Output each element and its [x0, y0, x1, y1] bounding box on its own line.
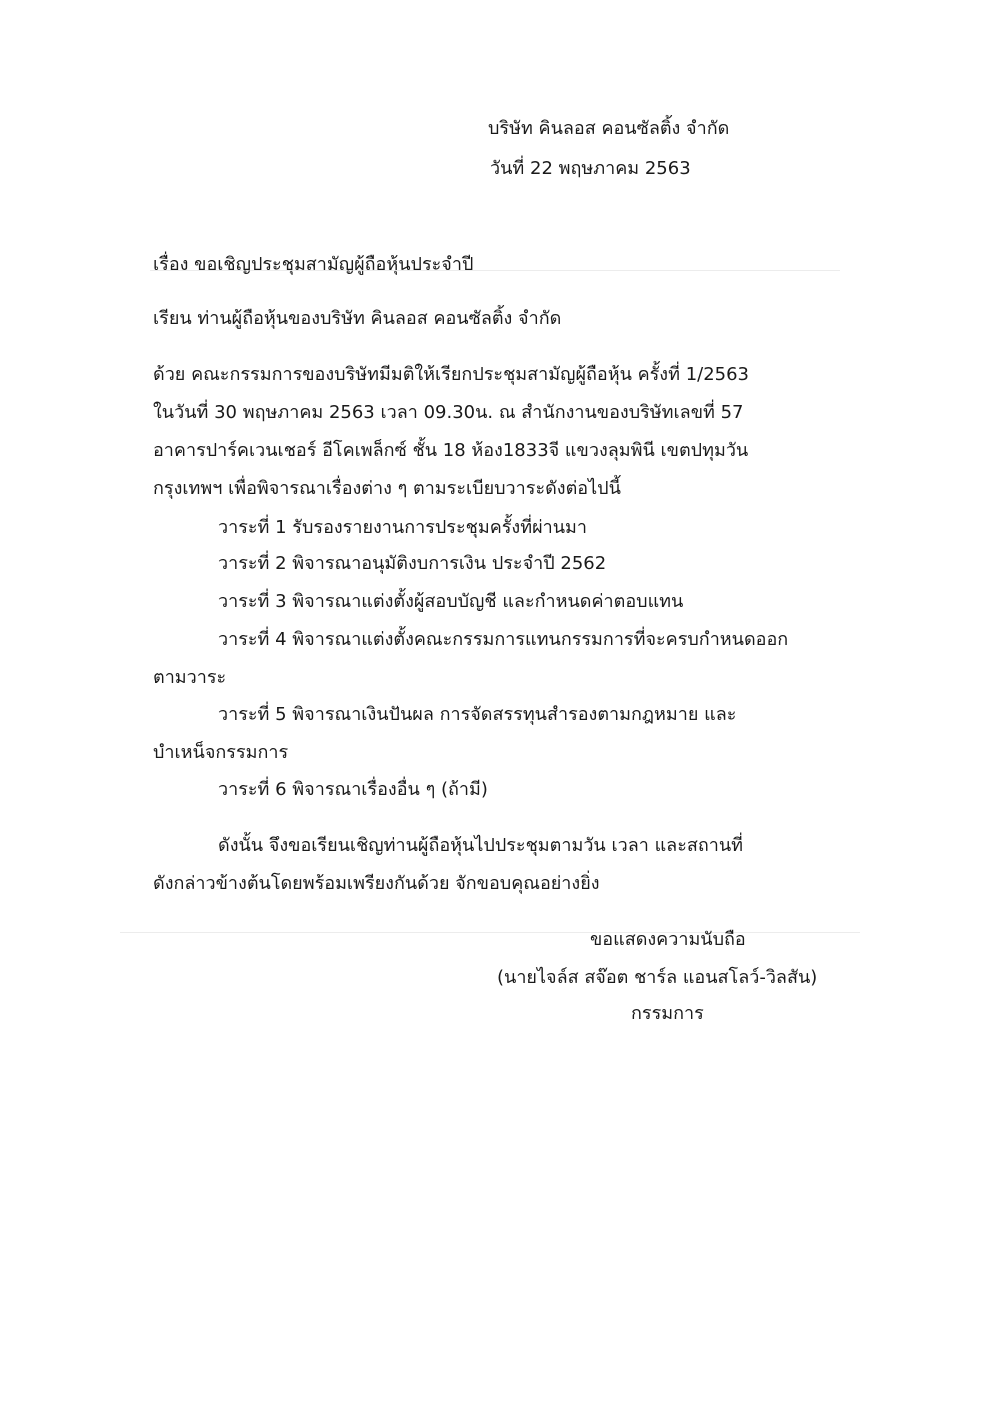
agenda-item-6: วาระที่ 6 พิจารณาเรื่องอื่น ๆ (ถ้ามี) — [218, 779, 488, 800]
closing-line-2: ดังกล่าวข้างต้นโดยพร้อมเพรียงกันด้วย จักขอบคุณอย่างยิ่ง — [153, 873, 600, 894]
intro-line-4: กรุงเทพฯ เพื่อพิจารณาเรื่องต่าง ๆ ตามระเบียบวาระดังต่อไปนี้ — [153, 478, 621, 499]
agenda-item-5: วาระที่ 5 พิจารณาเงินปันผล การจัดสรรทุนสำรองตามกฎหมาย และ — [218, 704, 737, 725]
agenda-item-4: วาระที่ 4 พิจารณาแต่งตั้งคณะกรรมการแทนกรรมการที่จะครบกำหนดออก — [218, 629, 789, 650]
company-name: บริษัท คินลอส คอนซัลติ้ง จำกัด — [488, 118, 730, 139]
intro-line-3: อาคารปาร์คเวนเชอร์ อีโคเพล็กซ์ ชั้น 18 ห้อง1833จี แขวงลุมพินี เขตปทุมวัน — [153, 440, 749, 461]
signatory-title: กรรมการ — [631, 1003, 704, 1024]
recipient-line: เรียน ท่านผู้ถือหุ้นของบริษัท คินลอส คอนซัลติ้ง จำกัด — [153, 308, 562, 329]
signatory-name: (นายไจล์ส สจ๊อต ชาร์ล แอนสโลว์-วิลสัน) — [497, 967, 818, 988]
intro-line-2: ในวันที่ 30 พฤษภาคม 2563 เวลา 09.30น. ณ สำนักงานของบริษัทเลขที่ 57 — [153, 402, 744, 423]
agenda-item-5-continued: บำเหน็จกรรมการ — [153, 742, 289, 763]
scan-artifact-line — [120, 932, 860, 933]
closing-line-1: ดังนั้น จึงขอเรียนเชิญท่านผู้ถือหุ้นไปประชุมตามวัน เวลา และสถานที่ — [218, 835, 744, 856]
signature-salutation: ขอแสดงความนับถือ — [590, 929, 746, 950]
intro-line-1: ด้วย คณะกรรมการของบริษัทมีมติให้เรียกประชุมสามัญผู้ถือหุ้น ครั้งที่ 1/2563 — [153, 364, 750, 385]
subject-line: เรื่อง ขอเชิญประชุมสามัญผู้ถือหุ้นประจำปี — [153, 254, 474, 275]
agenda-item-2: วาระที่ 2 พิจารณาอนุมัติงบการเงิน ประจำปี 2562 — [218, 553, 607, 574]
agenda-item-4-continued: ตามวาระ — [153, 667, 227, 688]
agenda-item-1: วาระที่ 1 รับรองรายงานการประชุมครั้งที่ผ่านมา — [218, 517, 588, 538]
agenda-item-3: วาระที่ 3 พิจารณาแต่งตั้งผู้สอบบัญชี และกำหนดค่าตอบแทน — [218, 591, 684, 612]
letter-date: วันที่ 22 พฤษภาคม 2563 — [490, 158, 691, 179]
